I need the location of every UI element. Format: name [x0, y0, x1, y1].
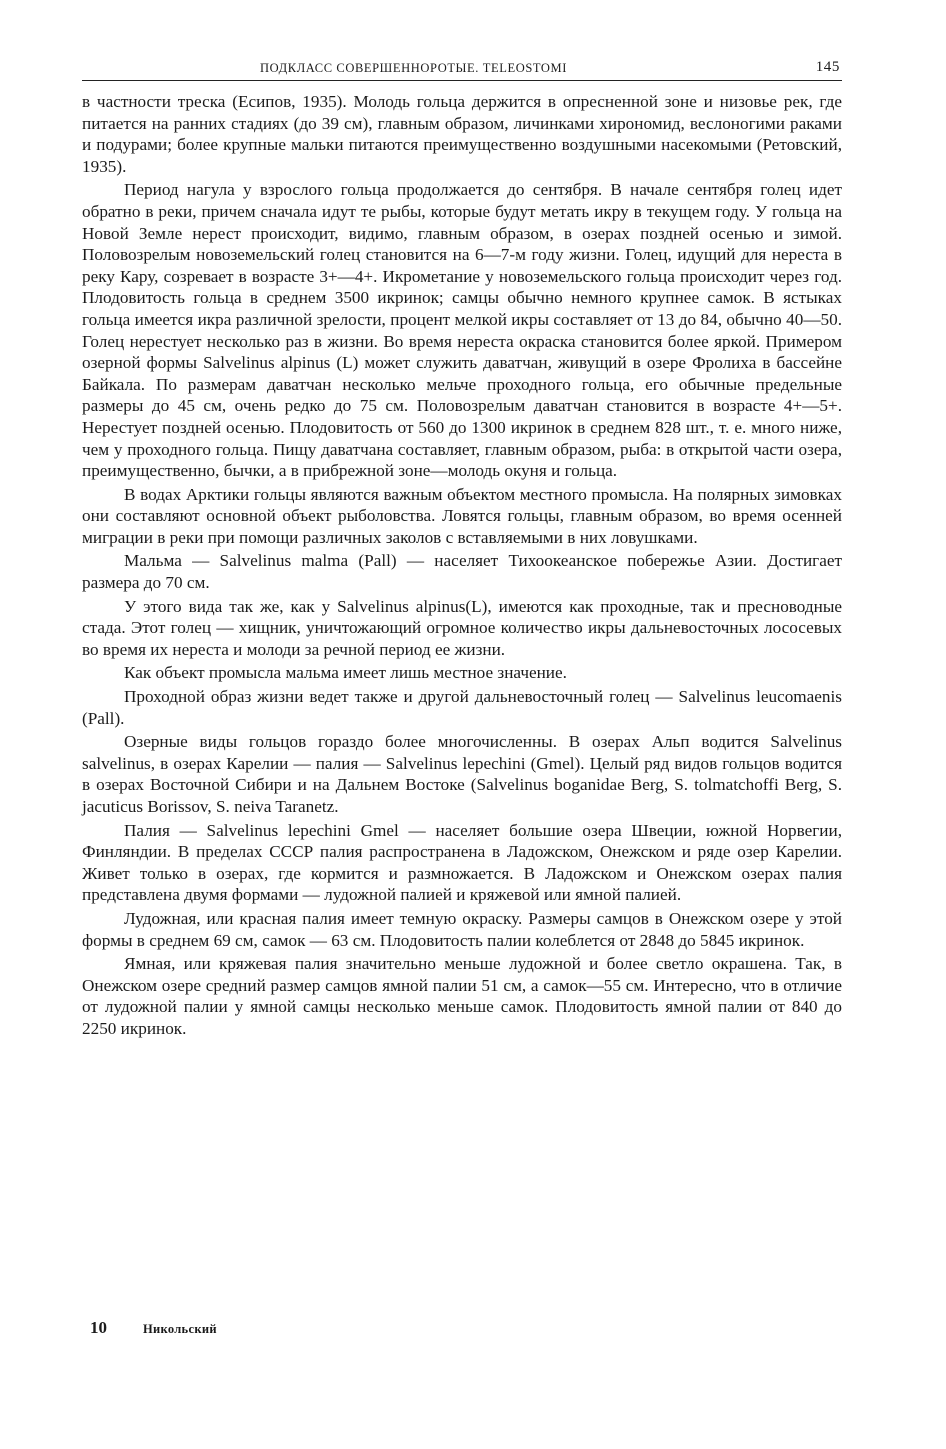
- signature-mark: 10: [90, 1318, 107, 1337]
- paragraph-2: Период нагула у взрослого гольца продолжается до сентября. В начале сентября голец идет обратно в реки, причем сначала идут те рыбы, которые будут метать икру в текущем году. У гольца на Новой Земле нерест происходит, видимо, главным образом, в озерах поздней осенью и зимой. Половозрелым новоземельский голец становится на 6—7-м году жизни. Голец, идущий для нереста в реку Кару, созревает в возрасте 3+—4+. Икрометание у новоземельского гольца происходит через год. Плодовитость гольца в среднем 3500 икринок; самцы обычно немного крупнее самок. В ястыках гольца имеется икра различной зрелости, процент мелкой икры составляет от 13 до 84, обычно 40—50. Голец нерестует несколько раз в жизни. Во время нереста окраска становится более яркой. Примером озерной формы Salvelinus alpinus (L) может служить даватчан, живущий в озере Фролиха в бассейне Байкала. По размерам даватчан несколько мельче проходного гольца, его обычные предельные размеры до 45 см, очень редко до 75 см. Половозрелым даватчан становится в возрасте 4+—5+. Нерестует поздней осенью. Плодовитость от 560 до 1300 икринок в среднем 828 шт., т. е. много ниже, чем у проходного гольца. Пищу даватчана составляет, главным образом, рыба: в открытой части озера, преимущественно, бычки, а в прибрежной зоне—молодь окуня и гольца.: [82, 180, 842, 481]
- paragraph-10: Лудожная, или красная палия имеет темную окраску. Размеры самцов в Онежском озере у этой формы в среднем 69 см, самок — 63 см. Плодовитость палии колеблется от 2848 до 5845 икринок.: [82, 908, 842, 950]
- text-body: [82, 91, 842, 1040]
- paragraph-9: Палия — Salvelinus lepechini Gmel — населяет большие озера Швеции, южной Норвегии, Финляндии. В пределах СССР палия распространена в Ладожском, Онежском и ряде озер Карелии. Живет только в озерах, где кормится и размножается. В Ладожском и Онежском озерах палия представлена двумя формами — лудожной палией и кряжевой или ямной палией.: [82, 820, 842, 905]
- paragraph-7: Проходной образ жизни ведет также и другой дальневосточный голец — Salvelinus leucomaenis (Pall).: [82, 687, 842, 728]
- footer-author: Никольский: [143, 1322, 217, 1336]
- paragraph-6: Как объект промысла мальма имеет лишь местное значение.: [124, 663, 567, 683]
- page: [82, 58, 842, 1337]
- paragraph-11: Ямная, или кряжевая палия значительно меньше лудожной и более светло окрашена. Так, в Онежском озере средний размер самцов ямной палии 51 см, а самок—55 см. Интересно, что в отличие от лудожной палии у ямной самцы несколько меньше самок. Плодовитость ямной палии от 840 до 2250 икринок.: [82, 954, 842, 1038]
- paragraph-5: У этого вида так же, как у Salvelinus alpinus(L), имеются как проходные, так и пресноводные стада. Этот голец — хищник, уничтожающий огромное количество икры дальневосточных лососевых во время их нереста и молоди за речной период ее жизни.: [82, 596, 842, 659]
- paragraph-3: В водах Арктики гольцы являются важным объектом местного промысла. На полярных зимовках они составляют основной объект рыболовства. Ловятся гольцы, главным образом, во время осенней миграции в реки при помощи различных заколов с вставляемыми в них ловушками.: [82, 484, 842, 547]
- page-number: 145: [815, 59, 840, 75]
- paragraph-1: в частности треска (Есипов, 1935). Молодь гольца держится в опресненной зоне и низовье рек, где питается на ранних стадиях (до 39 см), главным образом, личинками хирономид, веслоногими раками и подурами; более крупные мальки питаются преимущественно воздушными насекомыми (Ретовский, 1935).: [82, 92, 842, 176]
- running-header: [82, 58, 842, 81]
- footer: [90, 1318, 217, 1338]
- paragraph-4: Мальма — Salvelinus malma (Pall) — населяет Тихоокеанское побережье Азии. Достигает размера до 70 см.: [82, 551, 842, 593]
- paragraph-8: Озерные виды гольцов гораздо более многочисленны. В озерах Альп водится Salvelinus salvelinus, в озерах Карелии — палия — Salvelinus lepechini (Gmel). Целый ряд видов гольцов водится в озерах Восточной Сибири и на Дальнем Востоке (Salvelinus boganidae Berg, S. tolmatchoffi Berg, S. jacuticus Borissov, S. neiva Taranetz.: [82, 732, 842, 816]
- header-title: ПОДКЛАСС СОВЕРШЕННОРОТЫЕ. TELEOSTOMI: [260, 61, 567, 75]
